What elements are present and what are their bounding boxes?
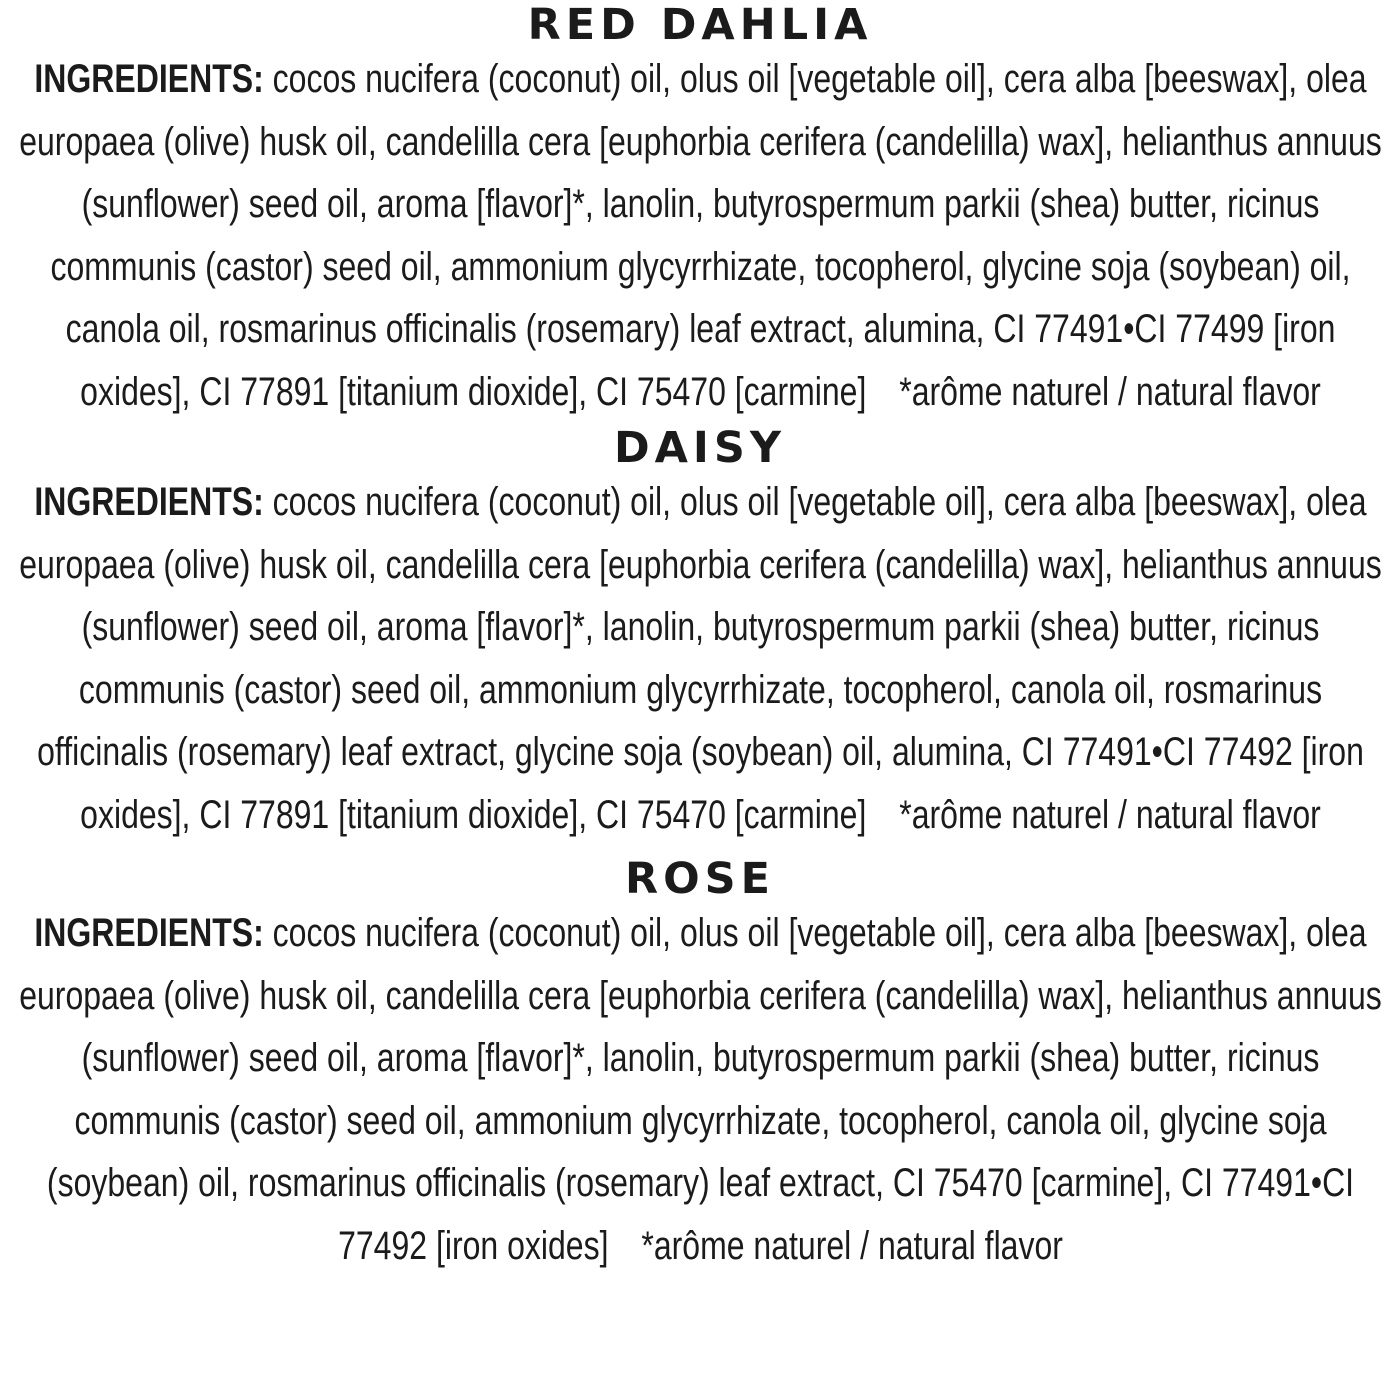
ingredients-label: INGREDIENTS:: [33, 911, 264, 955]
ingredients-text: [10, 902, 1390, 1277]
ingredients-list: cocos nucifera (coconut) oil, olus oil [vegetable oil], cera alba [beeswax], olea europaea (olive) husk oil, candelilla cera [euphorbia cerifera (candelilla) wax], helianthus annuus (sunflower) seed oil, aroma [flavor]*, lanolin, butyrospermum parkii (shea) butter, ricinus communis (castor) seed oil, ammonium glycyrrhizate, tocopherol, glycine soja (soybean) oil, canola oil, rosmarinus officinalis (rosemary) leaf extract, alumina, CI 77491•CI 77499 [iron oxides], CI 77891 [titanium dioxide], CI 75470 [carmine]: [18, 57, 1382, 414]
flavor-note: *arôme naturel / natural flavor: [898, 369, 1321, 414]
product-red-dahlia: [10, 0, 1390, 423]
product-rose: [10, 854, 1390, 1277]
flavor-note: *arôme naturel / natural flavor: [898, 792, 1321, 837]
product-title: ROSE: [624, 854, 775, 904]
product-title: RED DAHLIA: [527, 0, 873, 50]
ingredients-list: cocos nucifera (coconut) oil, olus oil [vegetable oil], cera alba [beeswax], olea europaea (olive) husk oil, candelilla cera [euphorbia cerifera (candelilla) wax], helianthus annuus (sunflower) seed oil, aroma [flavor]*, lanolin, butyrospermum parkii (shea) butter, ricinus communis (castor) seed oil, ammonium glycyrrhizate, tocopherol, canola oil, glycine soja (soybean) oil, rosmarinus officinalis (rosemary) leaf extract, CI 75470 [carmine], CI 77491•CI 77492 [iron oxides]: [18, 911, 1382, 1268]
ingredients-label: INGREDIENTS:: [33, 57, 264, 101]
product-title: DAISY: [613, 423, 787, 473]
ingredients-label: INGREDIENTS:: [33, 480, 264, 524]
ingredients-text: [10, 471, 1390, 846]
product-daisy: [10, 423, 1390, 846]
flavor-note: *arôme naturel / natural flavor: [640, 1223, 1063, 1268]
ingredients-list: cocos nucifera (coconut) oil, olus oil [vegetable oil], cera alba [beeswax], olea europaea (olive) husk oil, candelilla cera [euphorbia cerifera (candelilla) wax], helianthus annuus (sunflower) seed oil, aroma [flavor]*, lanolin, butyrospermum parkii (shea) butter, ricinus communis (castor) seed oil, ammonium glycyrrhizate, tocopherol, canola oil, rosmarinus officinalis (rosemary) leaf extract, glycine soja (soybean) oil, alumina, CI 77491•CI 77492 [iron oxides], CI 77891 [titanium dioxide], CI 75470 [carmine]: [18, 480, 1382, 837]
ingredients-text: [10, 48, 1390, 423]
